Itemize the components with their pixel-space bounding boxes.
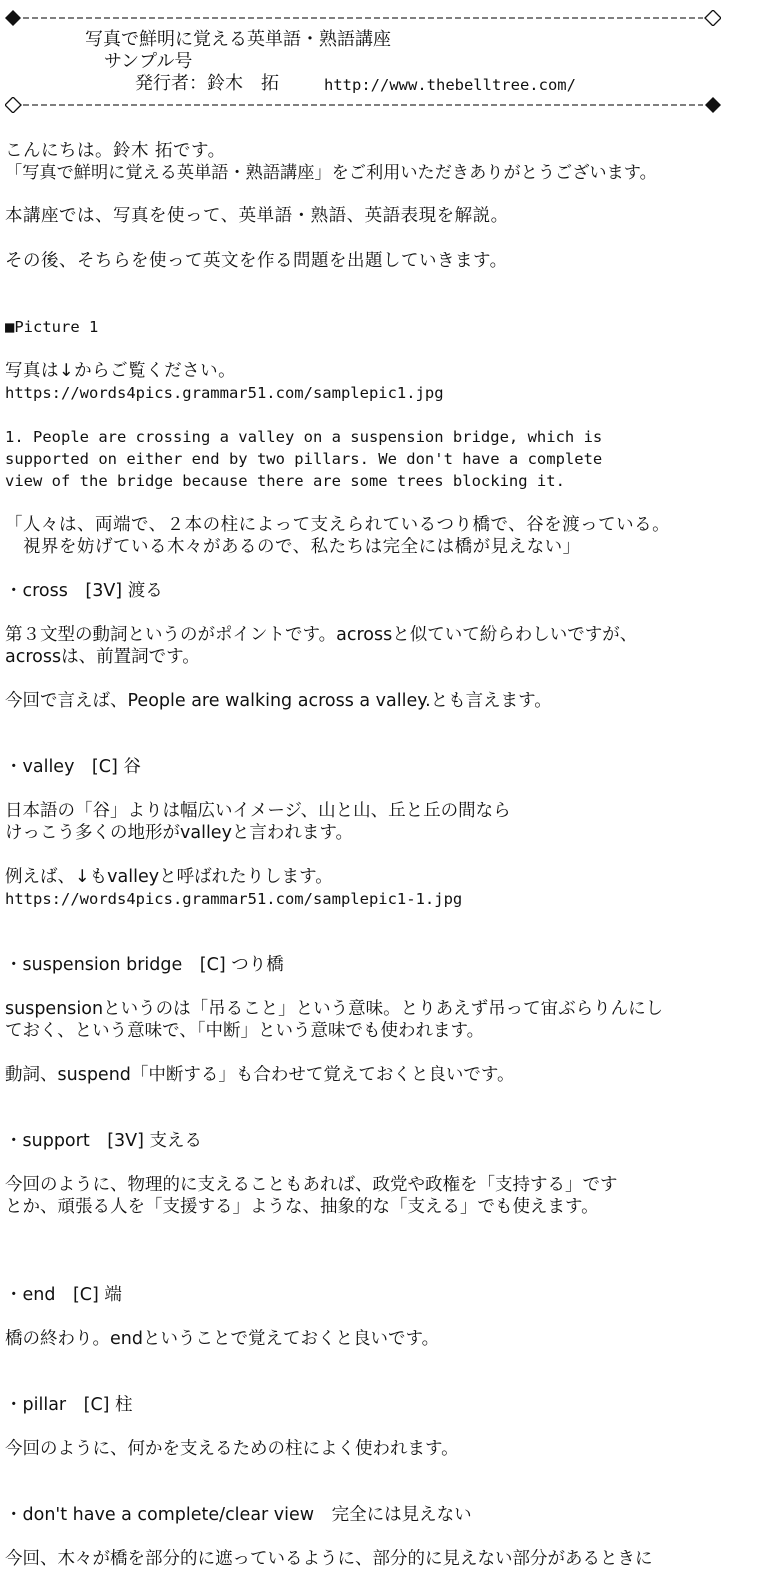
header-top-rule [5, 10, 721, 26]
vocab-term-end: ・end [C] 端 [5, 1285, 122, 1305]
vocab-note: けっこう多くの地形がvalleyと言われます。 [5, 823, 354, 843]
publisher-url[interactable]: http://www.thebelltree.com/ [324, 76, 576, 94]
vocab-term-cross: ・cross [3V] 渡る [5, 581, 163, 601]
vocab-note: 例えば、↓もvalleyと呼ばれたりします。 [5, 867, 333, 887]
vocab-note: 今回で言えば、People are walking across a valley.とも言えます。 [5, 691, 552, 711]
intro-thanks: 「写真で鮮明に覚える英単語・熟語講座」をご利用いただきありがとうございます。 [5, 163, 657, 183]
header-bottom-rule [5, 97, 721, 113]
example-sentence-line: 1. People are crossing a valley on a suspension bridge, which is [5, 428, 603, 446]
vocab-note: 第３文型の動詞というのがポイントです。acrossと似ていて紛らわしいですが、 [5, 625, 638, 645]
vocab-term-complete-view: ・don't have a complete/clear view 完全には見えない [5, 1505, 472, 1525]
vocab-term-suspension-bridge: ・suspension bridge [C] つり橋 [5, 955, 284, 975]
translation-line: 視界を妨げている木々があるので、私たちは完全には橋が見えない」 [5, 537, 581, 557]
vocab-term-valley: ・valley [C] 谷 [5, 757, 141, 777]
intro-greeting: こんにちは。鈴木 拓です。 [5, 141, 226, 161]
vocab-note: 今回のように、物理的に支えることもあれば、政党や政権を「支持する」です [5, 1175, 618, 1195]
vocab-note: 日本語の「谷」よりは幅広いイメージ、山と山、丘と丘の間なら [5, 801, 511, 821]
picture-url-link[interactable]: https://words4pics.grammar51.com/samplepic1.jpg [5, 384, 444, 402]
vocab-note: ておく、という意味で、「中断」という意味でも使われます。 [5, 1021, 485, 1041]
translation-line: 「人々は、両端で、２本の柱によって支えられているつり橋で、谷を渡っている。 [5, 515, 671, 535]
vocab-note: 橋の終わり。endということで覚えておくと良いです。 [5, 1329, 440, 1349]
vocab-term-pillar: ・pillar [C] 柱 [5, 1395, 133, 1415]
intro-description-2: その後、そちらを使って英文を作る問題を出題していきます。 [5, 251, 508, 271]
vocab-note: 動詞、suspend「中断する」も合わせて覚えておくと良いです。 [5, 1065, 515, 1085]
picture-heading: ■Picture 1 [5, 318, 99, 336]
example-sentence-line: view of the bridge because there are some trees blocking it. [5, 472, 565, 490]
vocab-note: とか、頑張る人を「支援する」ような、抽象的な「支える」でも使えます。 [5, 1197, 599, 1217]
example-sentence-line: supported on either end by two pillars. We don't have a complete [5, 450, 603, 468]
newsletter-issue: サンプル号 [104, 51, 193, 72]
picture-view-text: 写真は↓からご覧ください。 [5, 361, 237, 381]
vocab-note: 今回、木々が橋を部分的に遮っているように、部分的に見えない部分があるときに [5, 1549, 653, 1569]
vocab-note: suspensionというのは「吊ること」という意味。とりあえず吊って宙ぶらりんにし [5, 999, 664, 1019]
vocab-note: acrossは、前置詞です。 [5, 647, 200, 667]
newsletter-title: 写真で鮮明に覚える英単語・熟語講座 [85, 29, 391, 50]
vocab-note: 今回のように、何かを支えるための柱によく使われます。 [5, 1439, 459, 1459]
publisher-label: 発行者：鈴木 拓 [135, 73, 279, 94]
valley-url-link[interactable]: https://words4pics.grammar51.com/samplepic1-1.jpg [5, 890, 463, 908]
intro-description-1: 本講座では、写真を使って、英単語・熟語、英語表現を解説。 [5, 206, 509, 226]
vocab-term-support: ・support [3V] 支える [5, 1131, 203, 1151]
